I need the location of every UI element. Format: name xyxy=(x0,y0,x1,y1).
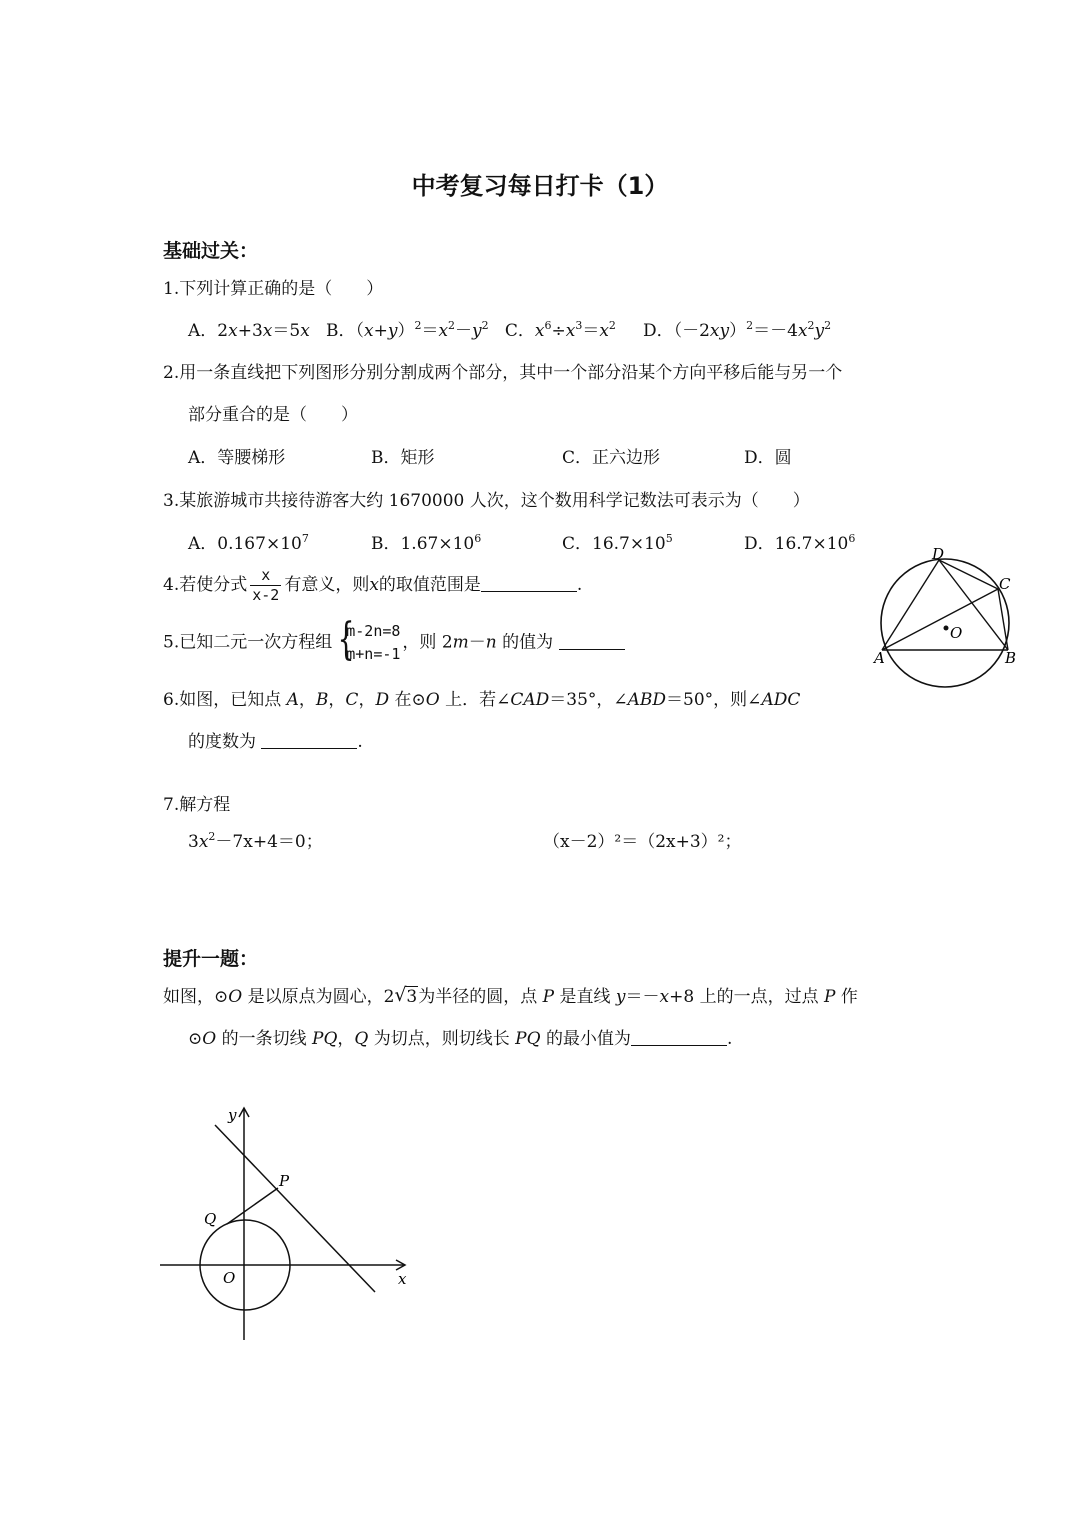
q7-equation-2: （x－2）²＝（2x+3）²； xyxy=(543,832,742,852)
q4-fraction: $\frac{x}{x-2}$ xyxy=(252,566,280,604)
q6-circle-figure xyxy=(868,544,1028,704)
adv-coordinate-figure xyxy=(160,1100,420,1345)
adv-line2: ⊙O 的一条切线 PQ，Q 为切点，则切线长 PQ 的最小值为 . xyxy=(188,1029,733,1049)
q6-circle xyxy=(881,559,1009,687)
label-p: P xyxy=(279,1172,290,1190)
label-o: O xyxy=(950,624,963,642)
q3-option-b: B．$1.67\times 10^6$ xyxy=(371,532,482,554)
section-basic-heading: 基础过关： xyxy=(163,240,259,262)
label-b: B xyxy=(1005,649,1017,667)
q7-equation-1: $3x^2-7x+4=0$； xyxy=(188,830,323,852)
q3-option-c: C．$16.7\times 10^5$ xyxy=(562,532,673,554)
q1-option-c: C．$x^6\div x^3=x^2$ xyxy=(504,319,616,341)
label-o: O xyxy=(223,1269,236,1287)
q3-stem: 3.某旅游城市共接待游客大约 1670000 人次，这个数用科学记数法可表示为（ ） xyxy=(163,491,810,511)
page-title: 中考复习每日打卡（1） xyxy=(411,172,669,200)
label-y: y xyxy=(228,1106,237,1124)
label-c: C xyxy=(999,575,1011,593)
label-x: x xyxy=(398,1270,407,1288)
sqrt-three: √ 3 xyxy=(394,984,418,1007)
q2-option-b: B．矩形 xyxy=(371,448,435,468)
q2-stem-cont: 部分重合的是（ ） xyxy=(188,405,358,425)
q4-answer-blank[interactable] xyxy=(481,575,577,592)
q1-stem: 1.下列计算正确的是（ ） xyxy=(163,279,384,299)
q5-answer-blank[interactable] xyxy=(559,633,625,650)
label-a: A xyxy=(874,649,885,667)
segment-dc xyxy=(939,560,998,589)
q5: 5.已知二元一次方程组 { m-2n=8 m+n=-1 ，则 2m－n 的值为 xyxy=(163,620,625,666)
adv-line1: 如图，⊙O 是以原点为圆心，2 √ 3为半径的圆，点 P 是直线 y＝－x+8 上的一点，过点 P 作 xyxy=(163,984,858,1007)
segment-ad xyxy=(882,560,939,650)
segment-ac xyxy=(882,589,998,650)
line-y-neg-x-plus-8 xyxy=(215,1125,375,1292)
q1-option-a: A．2x+3x＝5x xyxy=(188,321,310,341)
q1-option-b: B．$(x+y)^2=x^2-y^2$ xyxy=(326,319,489,341)
q6-line2: 的度数为 . xyxy=(188,732,363,752)
center-point xyxy=(944,626,949,631)
q1-options xyxy=(188,316,831,341)
q3-option-a: A．$0.167\times 10^7$ xyxy=(188,532,309,554)
q5-equation-system: { m-2n=8 m+n=-1 xyxy=(337,614,401,665)
q2-option-a: A．等腰梯形 xyxy=(188,448,286,468)
q7-stem: 7.解方程 xyxy=(163,795,231,815)
segment-cb xyxy=(998,589,1008,650)
q2-stem: 2.用一条直线把下列图形分别分割成两个部分，其中一个部分沿某个方向平移后能与另一个 xyxy=(163,363,843,383)
label-q: Q xyxy=(204,1210,217,1228)
q6-line1: 6.如图，已知点 A，B，C，D 在⊙O 上．若∠CAD＝35°，∠ABD＝50°，则∠ADC xyxy=(163,690,801,710)
q4: 4.若使分式 $\frac{x}{x-2}$ 有意义，则x的取值范围是 . xyxy=(163,566,583,604)
label-d: D xyxy=(932,545,945,563)
q1-option-d: D．$(-2xy)^2=-4x^2y^2$ xyxy=(642,319,832,341)
q6-answer-blank[interactable] xyxy=(261,732,357,749)
tangent-pq xyxy=(227,1188,278,1224)
q3-option-d: D．$16.7\times 10^6$ xyxy=(744,532,856,554)
section-advanced-heading: 提升一题： xyxy=(163,948,259,970)
q2-option-d: D．圆 xyxy=(744,448,792,468)
q2-option-c: C．正六边形 xyxy=(562,448,661,468)
adv-answer-blank[interactable] xyxy=(631,1029,727,1046)
